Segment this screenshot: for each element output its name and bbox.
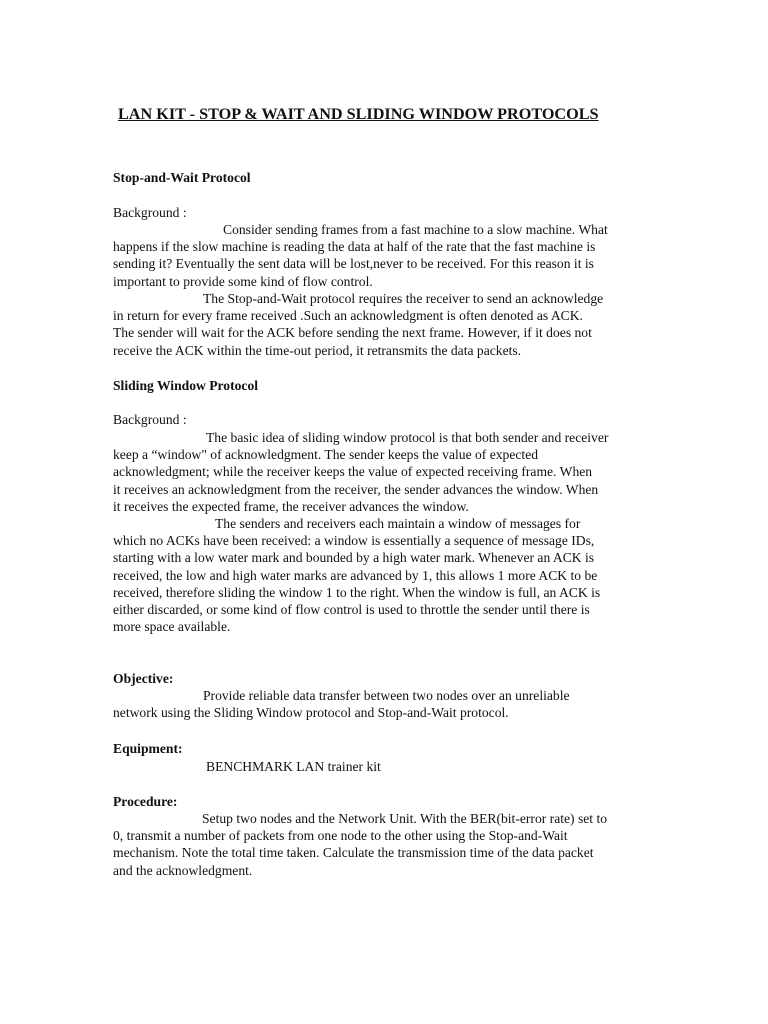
text-line: and the acknowledgment. <box>113 862 253 878</box>
text-line: received, therefore sliding the window 1 to the right. When the window is full, an ACK is <box>113 584 601 600</box>
text-line: keep a “window" of acknowledgment. The sender keeps the value of expected <box>113 447 539 463</box>
sliding-window-background-label: Background : <box>113 412 187 427</box>
document-title: LAN KIT - STOP & WAIT AND SLIDING WINDOW PROTOCOLS <box>118 105 599 123</box>
text-line: which no ACKs have been received: a window is essentially a sequence of message IDs, <box>113 533 595 549</box>
text-line: it receives the expected frame, the receiver advances the window. <box>113 498 469 514</box>
text-line: important to provide some kind of flow control. <box>113 273 373 289</box>
equipment-text: BENCHMARK LAN trainer kit <box>206 759 381 774</box>
text-line: Provide reliable data transfer between two nodes over an unreliable <box>203 688 570 703</box>
stop-wait-paragraph-1 <box>113 221 653 290</box>
text-line: it receives an acknowledgment from the receiver, the sender advances the window. When <box>113 481 599 497</box>
text-line: either discarded, or some kind of flow control is used to throttle the sender until there is <box>113 602 590 618</box>
text-line: in return for every frame received .Such an acknowledgment is often denoted as ACK. <box>113 308 583 324</box>
text-line: receive the ACK within the time-out period, it retransmits the data packets. <box>113 342 522 358</box>
objective-heading: Objective: <box>113 671 174 686</box>
text-line: network using the Sliding Window protocol and Stop-and-Wait protocol. <box>113 705 509 721</box>
text-line: mechanism. Note the total time taken. Calculate the transmission time of the data packet <box>113 845 594 861</box>
stop-wait-paragraph-2 <box>113 290 653 359</box>
text-line: more space available. <box>113 619 231 635</box>
stop-wait-background-label: Background : <box>113 205 187 220</box>
procedure-paragraph <box>113 810 653 879</box>
text-line: starting with a low water mark and bounded by a high water mark. Whenever an ACK is <box>113 550 595 566</box>
text-line: The basic idea of sliding window protocol is that both sender and receiver <box>206 430 609 445</box>
text-line: happens if the slow machine is reading the data at half of the rate that the fast machine is <box>113 239 596 255</box>
text-line: Consider sending frames from a fast machine to a slow machine. What <box>223 222 608 237</box>
text-line: The sender will wait for the ACK before sending the next frame. However, if it does not <box>113 325 592 341</box>
stop-wait-heading: Stop-and-Wait Protocol <box>113 170 251 185</box>
text-line: Setup two nodes and the Network Unit. With the BER(bit-error rate) set to <box>202 811 608 826</box>
text-line: 0, transmit a number of packets from one node to the other using the Stop-and-Wait <box>113 828 568 844</box>
text-line: received, the low and high water marks are advanced by 1, this allows 1 more ACK to be <box>113 567 598 583</box>
procedure-heading: Procedure: <box>113 794 178 809</box>
text-line: The Stop-and-Wait protocol requires the receiver to send an acknowledge <box>203 291 604 306</box>
sliding-window-heading: Sliding Window Protocol <box>113 378 259 393</box>
equipment-heading: Equipment: <box>113 741 183 756</box>
text-line: acknowledgment; while the receiver keeps the value of expected receiving frame. When <box>113 464 593 480</box>
objective-paragraph <box>113 687 653 721</box>
text-line: sending it? Eventually the sent data will be lost,never to be received. For this reason it is <box>113 256 594 272</box>
text-line: The senders and receivers each maintain a window of messages for <box>215 516 581 531</box>
sliding-window-paragraph-1 <box>113 429 653 515</box>
sliding-window-paragraph-2 <box>113 515 653 635</box>
